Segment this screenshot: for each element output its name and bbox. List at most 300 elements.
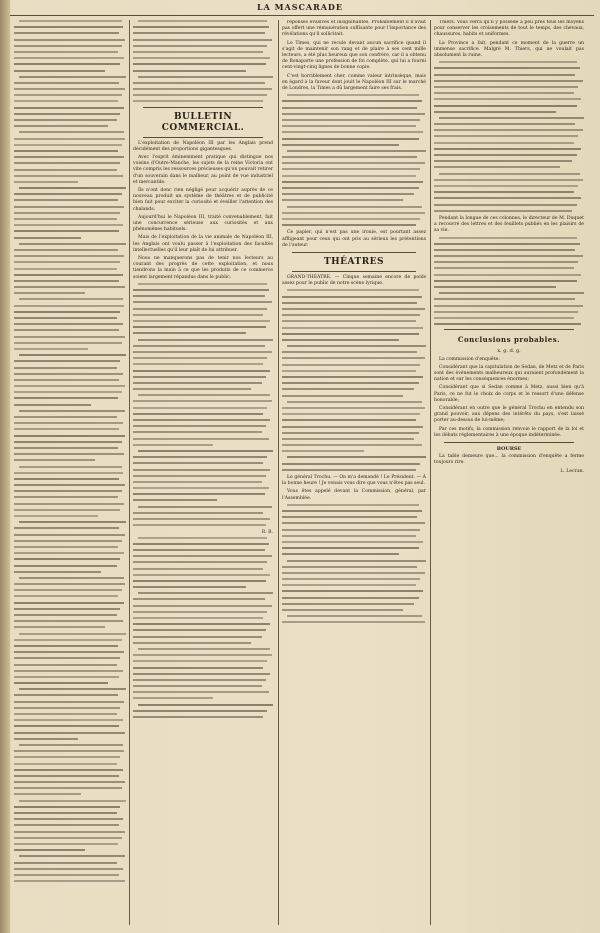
text-line — [138, 592, 273, 594]
text-line — [287, 94, 419, 96]
text-line — [14, 676, 119, 678]
text-line — [19, 466, 122, 468]
text-line — [282, 541, 423, 543]
text-line — [282, 339, 399, 341]
text-line — [434, 105, 577, 107]
text-line — [133, 431, 262, 433]
text-line — [434, 98, 581, 100]
text-line — [282, 125, 416, 127]
theatres-heading: THÉATRES — [323, 256, 385, 267]
article-paragraph: Thiers. Vous verra qu'il y possède à peu près tous les moyens pour conserver les croisements de tout le temps, des chevaux, chaussures, habits et uniformes. — [434, 20, 584, 38]
text-line — [19, 76, 126, 78]
text-line — [434, 135, 578, 137]
text-line — [282, 376, 423, 378]
text-line — [14, 237, 81, 239]
section-rule — [292, 271, 416, 272]
text-line — [133, 475, 266, 477]
text-line — [282, 364, 420, 366]
text-line — [282, 535, 416, 537]
text-line — [434, 185, 578, 187]
column-1 — [14, 20, 126, 925]
text-line — [434, 129, 583, 131]
text-line — [434, 123, 575, 125]
text-line — [133, 332, 246, 334]
text-line — [282, 131, 423, 133]
text-line — [14, 82, 119, 84]
text-line — [133, 26, 269, 28]
text-line — [287, 504, 419, 506]
text-line — [14, 435, 125, 437]
column-3 — [282, 20, 426, 925]
column-divider — [129, 20, 130, 925]
column-divider — [278, 20, 279, 925]
text-line — [282, 603, 414, 605]
text-line — [138, 20, 267, 22]
text-line — [133, 679, 266, 681]
text-line — [434, 191, 574, 193]
text-line — [133, 629, 266, 631]
text-line — [282, 572, 425, 574]
text-line — [287, 345, 426, 347]
text-line — [133, 57, 270, 59]
text-line — [14, 701, 124, 703]
text-line — [14, 453, 124, 455]
text-line — [14, 138, 125, 140]
text-line — [434, 243, 580, 245]
text-line — [133, 617, 263, 619]
text-line — [14, 837, 122, 839]
text-line — [133, 549, 265, 551]
text-line — [133, 716, 263, 718]
text-line — [138, 450, 273, 452]
text-line — [19, 577, 124, 579]
column-2 — [133, 20, 273, 925]
article-paragraph: Pendant la longue de ces colonnes, le directeur de M. Duquet a recouvré des lettres et des feuillets publiés en les plaisirs de sa vie. — [434, 215, 584, 234]
signature: R. B. — [261, 530, 273, 536]
top-rule — [10, 15, 594, 16]
text-line — [439, 237, 577, 239]
text-line — [133, 51, 263, 53]
article-paragraph: Avec l'esprit éminemment pratique qui distingue nos voisins d'Outre-Manche, les sujets de la reine Victoria ont vite compris les ressources précieuses qu'on pouvait retirer d'un souverain dans le malheur, au point de vue industriel et mercantile. — [133, 155, 273, 185]
text-line — [282, 621, 425, 623]
text-line — [434, 317, 574, 319]
text-line — [14, 459, 95, 461]
text-line — [282, 407, 425, 409]
text-line — [14, 428, 119, 430]
text-line — [133, 481, 262, 483]
text-line — [133, 456, 267, 458]
text-line — [14, 342, 122, 344]
text-line — [19, 243, 126, 245]
text-line — [434, 204, 577, 206]
article-paragraph: Considérant en outre que le général Trochu en entendu son grand pouvoir, aux dépens des intérêts du pays, s'est laissé porter au-dessus de lui-même; — [434, 405, 584, 424]
text-line — [14, 843, 118, 845]
text-line — [14, 651, 124, 653]
text-line — [14, 280, 119, 282]
text-line — [133, 524, 266, 526]
text-line — [282, 522, 425, 524]
column-divider — [430, 20, 431, 925]
text-line — [14, 162, 120, 164]
text-line — [14, 422, 123, 424]
page-gutter — [0, 0, 10, 933]
text-line — [14, 107, 124, 109]
column-4-text-block — [434, 61, 584, 212]
text-line — [14, 447, 118, 449]
text-line — [282, 566, 417, 568]
text-line — [14, 484, 125, 486]
text-line — [14, 657, 120, 659]
text-line — [282, 138, 419, 140]
text-line — [14, 750, 124, 752]
text-line — [287, 456, 426, 458]
text-line — [282, 119, 420, 121]
text-line — [14, 682, 108, 684]
masthead: LA MASCARADE — [257, 2, 343, 12]
text-line — [14, 70, 105, 72]
text-line — [133, 370, 270, 372]
text-line — [133, 382, 262, 384]
text-line — [133, 308, 267, 310]
text-line — [133, 697, 213, 699]
text-line — [133, 314, 263, 316]
text-line — [434, 148, 581, 150]
text-line — [14, 818, 123, 820]
text-line — [14, 255, 124, 257]
text-line — [14, 763, 117, 765]
text-line — [14, 286, 125, 288]
text-line — [133, 636, 262, 638]
text-line — [19, 354, 126, 356]
text-line — [19, 20, 122, 22]
text-line — [282, 187, 419, 189]
text-line — [282, 516, 417, 518]
article-paragraph: Le Times, qui ne recule devant aucun sacrifice quand il s'agit de maintenir son rang et de plaire à ses cent mille lecteurs, a été plus heureux que son confrère, car il a obtenu de Bonaparte une profession de foi complète, qui lui a fourni cent-vingt-cinq lignes de bonne copie. — [282, 40, 426, 71]
subheading: x. g. d. g. — [497, 348, 521, 355]
text-line — [14, 348, 88, 350]
text-line — [133, 94, 267, 96]
text-line — [138, 506, 272, 508]
text-line — [14, 249, 118, 251]
text-line — [14, 57, 124, 59]
text-line — [282, 597, 419, 599]
text-line — [14, 664, 117, 666]
text-line — [14, 831, 125, 833]
text-line — [14, 206, 124, 208]
text-line — [133, 351, 272, 353]
text-line — [14, 292, 85, 294]
text-line — [14, 713, 117, 715]
text-line — [14, 540, 122, 542]
text-line — [14, 274, 123, 276]
text-line — [14, 565, 117, 567]
text-line — [434, 210, 572, 212]
text-line — [282, 419, 416, 421]
text-line — [14, 144, 122, 146]
article-paragraph: L'exploitation de Napoléon III par les Anglais prend décidément des proportions gigantesques. — [133, 140, 273, 152]
text-line — [14, 360, 120, 362]
text-line — [14, 224, 123, 226]
text-line — [19, 633, 126, 635]
text-line — [287, 401, 422, 403]
text-line — [14, 583, 125, 585]
text-line — [19, 744, 123, 746]
text-line — [14, 812, 117, 814]
article-paragraph: Considérant que la capitulation de Sedan, de Metz et de Paris sont des événements malheureux qui auraient profondément la nation et sur les conséquences énormes; — [434, 364, 584, 383]
text-line — [282, 444, 422, 446]
text-line — [133, 400, 272, 402]
text-line — [133, 685, 262, 687]
text-line — [133, 493, 265, 495]
text-line — [434, 323, 581, 325]
text-line — [439, 117, 584, 119]
text-line — [282, 395, 403, 397]
text-line — [14, 100, 118, 102]
text-line — [14, 775, 119, 777]
article-paragraph: Le général Trochu. — On m'a demandé ! Le Président. — À la bonne heure ! Je venais vous dire que vous n'êtes pas seul. — [282, 475, 426, 487]
text-line — [282, 351, 417, 353]
text-line — [14, 51, 118, 53]
text-line — [133, 388, 251, 390]
text-line — [14, 305, 124, 307]
text-line — [14, 478, 119, 480]
article-paragraph: Aujourd'hui le Napoléon III, traité convenablement, fait une concurrence sérieuse aux curiosités et aux phénomènes habituels. — [133, 214, 273, 233]
text-line — [133, 568, 263, 570]
text-line — [133, 611, 267, 613]
article-paragraph: Mais de l'exploitation de la vie animale de Napoléon III, les Anglais ont voulu passer à l'exploitation des facultés intellectuelles qu'il leur plaît de lui attribuer. — [133, 235, 273, 253]
text-line — [133, 518, 270, 520]
text-line — [133, 487, 269, 489]
text-line — [282, 413, 420, 415]
text-line — [282, 302, 417, 304]
text-line — [133, 39, 272, 41]
text-line — [14, 261, 120, 263]
text-line — [133, 710, 267, 712]
conclusions-heading: Conclusions probables. — [457, 335, 561, 345]
text-line — [14, 756, 120, 758]
text-line — [14, 212, 120, 214]
text-line — [282, 212, 425, 214]
text-line — [14, 868, 123, 870]
text-line — [14, 725, 119, 727]
text-line — [133, 586, 246, 588]
text-line — [133, 301, 272, 303]
column-1-text-block — [14, 20, 126, 882]
text-line — [14, 230, 119, 232]
section-rule — [143, 107, 263, 108]
text-line — [434, 255, 583, 257]
text-line — [14, 595, 118, 597]
text-line — [14, 175, 123, 177]
bourse-heading: BOURSE — [496, 445, 522, 452]
text-line — [133, 100, 263, 102]
text-line — [14, 787, 122, 789]
text-line — [282, 426, 423, 428]
text-line — [282, 388, 414, 390]
text-line — [138, 648, 270, 650]
text-line — [133, 667, 263, 669]
text-line — [282, 450, 364, 452]
text-line — [282, 370, 416, 372]
text-line — [14, 113, 120, 115]
text-line — [14, 732, 125, 734]
text-line — [14, 849, 85, 851]
text-line — [282, 609, 403, 611]
text-line — [282, 100, 422, 102]
text-line — [434, 286, 556, 288]
text-line — [133, 499, 217, 501]
text-line — [14, 707, 120, 709]
text-line — [19, 131, 124, 133]
text-line — [14, 552, 124, 554]
article-paragraph: Considérant que si Sedan comme à Metz, aussi bien qu'à Paris, ce ne fut le choix de corps et le ressort d'une défense honorable; — [434, 385, 584, 403]
text-line — [14, 193, 122, 195]
text-line — [282, 333, 419, 335]
text-line — [133, 580, 266, 582]
text-line — [282, 320, 416, 322]
text-line — [434, 160, 572, 162]
text-line — [282, 510, 422, 512]
text-line — [133, 295, 265, 297]
text-line — [14, 416, 117, 418]
text-line — [138, 283, 267, 285]
text-line — [14, 781, 125, 783]
text-line — [14, 336, 125, 338]
text-line — [19, 855, 125, 857]
text-line — [287, 206, 422, 208]
text-line — [14, 169, 117, 171]
text-line — [133, 598, 265, 600]
text-line — [14, 199, 118, 201]
text-line — [14, 119, 117, 121]
article-paragraph: réponses évasives et insignifiantes. Probablement il n'avait pas offert une rémunération suffisante pour l'importance des révélations qu'il sollicitait. — [282, 20, 426, 38]
signature: L. Lecran. — [560, 468, 584, 474]
text-line — [133, 63, 266, 65]
text-line — [434, 274, 581, 276]
text-line — [133, 82, 265, 84]
text-line — [14, 620, 123, 622]
text-line — [133, 32, 265, 34]
text-line — [287, 560, 426, 562]
text-line — [282, 175, 416, 177]
article-paragraph: La Province a fait, pendant ce moment de la guerre un immense sacrifice. Malgré M. Thiers, qui ne voulait pas absolument la ruine. — [434, 40, 584, 59]
text-line — [14, 571, 101, 573]
text-line — [133, 407, 267, 409]
section-rule — [143, 137, 263, 138]
text-line — [138, 76, 273, 78]
text-line — [133, 438, 269, 440]
text-line — [282, 199, 403, 201]
text-line — [19, 521, 126, 523]
text-line — [282, 547, 419, 549]
text-line — [133, 88, 272, 90]
text-line — [434, 261, 578, 263]
text-line — [282, 162, 425, 164]
text-line — [439, 292, 584, 294]
section-rule — [444, 442, 574, 443]
text-line — [19, 187, 126, 189]
text-line — [14, 156, 124, 158]
text-line — [434, 80, 583, 82]
text-line — [133, 555, 272, 557]
text-line — [138, 704, 273, 706]
text-line — [282, 590, 423, 592]
text-line — [14, 719, 123, 721]
text-line — [282, 432, 419, 434]
text-line — [14, 379, 119, 381]
text-line — [14, 125, 108, 127]
text-line — [14, 88, 125, 90]
text-line — [282, 296, 422, 298]
text-line — [133, 320, 270, 322]
text-line — [19, 800, 126, 802]
text-line — [434, 111, 556, 113]
text-line — [14, 181, 78, 183]
text-line — [14, 32, 119, 34]
text-line — [133, 462, 263, 464]
text-line — [14, 391, 122, 393]
text-line — [287, 150, 426, 152]
text-line — [282, 463, 420, 465]
text-line — [434, 305, 583, 307]
bulletin-commercial-heading: BULLETIN COMMERCIAL. — [161, 111, 245, 133]
text-line — [14, 63, 120, 65]
column-2-text-block — [133, 20, 273, 102]
text-line — [14, 793, 81, 795]
text-line — [14, 880, 125, 882]
text-line — [282, 529, 420, 531]
text-line — [282, 168, 420, 170]
text-line — [133, 363, 263, 365]
text-line — [434, 280, 577, 282]
text-line — [133, 561, 267, 563]
text-line — [287, 289, 419, 291]
text-line — [282, 218, 420, 220]
text-line — [282, 438, 414, 440]
text-line — [14, 397, 118, 399]
text-line — [133, 376, 266, 378]
text-line — [434, 154, 577, 156]
text-line — [14, 862, 117, 864]
text-line — [14, 769, 123, 771]
text-line — [133, 357, 267, 359]
text-line — [138, 339, 273, 341]
text-line — [133, 691, 269, 693]
text-line — [282, 144, 399, 146]
text-line — [19, 688, 126, 690]
text-line — [133, 326, 266, 328]
article-paragraph: Nous ne manquerons pas de tenir nos lecteurs au courant des progrès de cette exploitation, et nous tiendrons la main à ce que les produits de ce commerce soient largement répandus dans le public. — [133, 256, 273, 280]
text-line — [434, 298, 575, 300]
text-line — [282, 107, 417, 109]
text-line — [14, 645, 118, 647]
text-line — [434, 311, 578, 313]
column-3-text-block — [282, 94, 426, 226]
text-line — [133, 642, 251, 644]
text-line — [14, 373, 123, 375]
text-line — [14, 490, 122, 492]
text-line — [282, 224, 416, 226]
text-line — [282, 553, 399, 555]
text-line — [434, 166, 560, 168]
text-line — [282, 382, 419, 384]
article-paragraph: Par ces motifs, la commission renvoie le rapport de la loi et les débats réglementaires à une époque indéterminée. — [434, 426, 584, 438]
text-line — [434, 67, 580, 69]
text-line — [434, 142, 574, 144]
text-line — [287, 615, 422, 617]
text-line — [14, 472, 123, 474]
text-line — [14, 546, 118, 548]
